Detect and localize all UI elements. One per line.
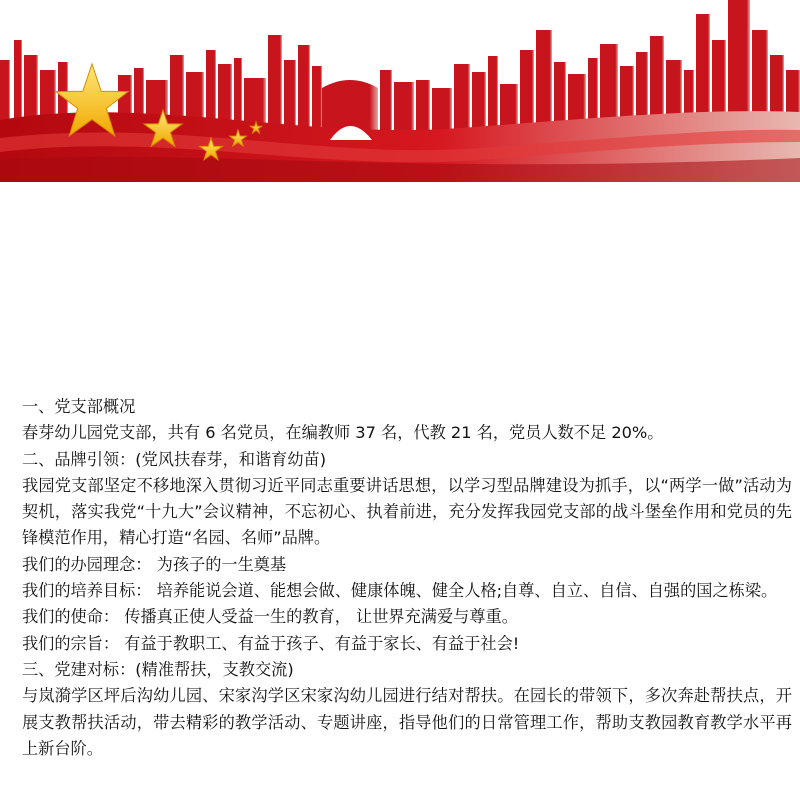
- section-heading-brand: 二、品牌引领：(党风扶春芽，和谐育幼苗): [22, 449, 327, 469]
- tenet-line: 我们的宗旨： 有益于教职工、有益于孩子、有益于家长、有益于社会!: [22, 633, 520, 653]
- training-goal-paragraph: 我们的培养目标： 培养能说会道、能想会做、健康体魄、健全人格;自尊、自立、自信、自强的国之栋梁。: [22, 581, 778, 601]
- overview-text: 春芽幼儿园党支部，共有 6 名党员，在编教师 37 名，代教 21 名，党员人数不足 20%。: [22, 423, 664, 443]
- philosophy-line: 我们的办园理念： 为孩子的一生奠基: [22, 554, 287, 574]
- mission-line: 我们的使命： 传播真正使人受益一生的教育， 让世界充满爱与尊重。: [22, 607, 518, 627]
- section-heading-benchmark: 三、党建对标：(精准帮扶，支教交流): [22, 659, 294, 679]
- section-heading-overview: 一、党支部概况: [22, 397, 136, 416]
- brand-paragraph: 我园党支部坚定不移地深入贯彻习近平同志重要讲话思想，以学习型品牌建设为抓手，以“两学一做”活动为契机，落实我党“十九大”会议精神，不忘初心、执着前进，充分发挥我园党支部的战斗堡垒作用和党员的先锋模范作用，精心打造“名园、名师”品牌。: [22, 475, 792, 548]
- document-body: [22, 394, 792, 762]
- benchmark-paragraph: 与岚漪学区坪后沟幼儿园、宋家沟学区宋家沟幼儿园进行结对帮扶。在园长的带领下，多次奔赴帮扶点，开展支教帮扶活动，带去精彩的教学活动、专题讲座，指导他们的日常管理工作，帮助支教园教育教学水平再上新台阶。: [22, 686, 792, 758]
- banner-graphic: [0, 0, 800, 190]
